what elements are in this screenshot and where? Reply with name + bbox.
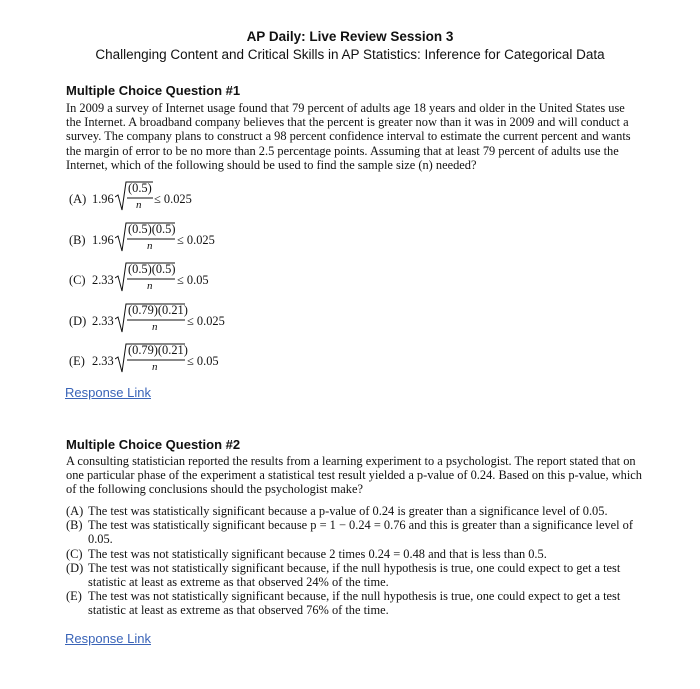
choice-letter: (A) xyxy=(66,504,84,518)
numerator: (0.5)(0.5) xyxy=(128,222,176,236)
choice-text: The test was statistically significant because p = 1 − 0.24 = 0.76 and this is greater than a significance level of 0.05. xyxy=(88,518,634,547)
page-subtitle: Challenging Content and Critical Skills in AP Statistics: Inference for Categorical Data xyxy=(95,47,605,62)
denominator: n xyxy=(136,199,142,211)
q1-choice-a xyxy=(69,180,229,220)
denominator: n xyxy=(147,240,153,252)
q2-choice-d xyxy=(66,561,646,589)
radical-sign xyxy=(115,342,187,378)
choice-letter: (A) xyxy=(69,192,87,206)
inequality: ≤ 0.05 xyxy=(177,273,209,287)
q2-response-link[interactable]: Response Link xyxy=(65,631,151,646)
q1-choice-d xyxy=(69,302,259,342)
denominator: n xyxy=(152,361,158,373)
choice-text: The test was not statistically significant because, if the null hypothesis is true, one could expect to get a test statistic at least as extreme as that observed 76% of the time. xyxy=(88,589,621,618)
choice-text: The test was not statistically significant because 2 times 0.24 = 0.48 and that is less than 0.5. xyxy=(88,546,547,561)
choice-letter: (B) xyxy=(66,518,83,533)
q2-choice-list xyxy=(66,504,646,618)
question-1-prompt: In 2009 a survey of Internet usage found that 79 percent of adults age 18 years and older in the United States use the Internet. A broadband company believes that the percent is greater now than it was in 2009 and will conduct a survey. The company plans to construct a 98 percent confidence interval to estimate the current percent and wants the margin of error to be no more than 2.5 percentage points. Assuming that at least 79 percent of adults use the Internet, which of the following should be used to find the sample size (n) needed? xyxy=(66,101,631,172)
q1-choice-b xyxy=(69,221,249,261)
q1-response-link[interactable]: Response Link xyxy=(65,385,151,400)
inequality: ≤ 0.025 xyxy=(187,314,225,328)
choice-coefficient: 1.96 xyxy=(92,192,114,206)
choice-text: The test was statistically significant because a p-value of 0.24 is greater than a significance level of 0.05. xyxy=(88,504,608,518)
numerator: (0.5)(0.5) xyxy=(128,262,176,276)
question-1-heading: Multiple Choice Question #1 xyxy=(66,83,241,98)
inequality: ≤ 0.025 xyxy=(154,192,192,206)
q2-choice-a xyxy=(66,504,646,518)
radical-sign xyxy=(115,221,177,257)
denominator: n xyxy=(147,280,153,292)
choice-text: The test was not statistically significant because, if the null hypothesis is true, one could expect to get a test statistic at least as extreme as that observed 24% of the time. xyxy=(88,560,621,590)
q2-choice-c xyxy=(66,547,646,561)
choice-letter: (E) xyxy=(66,589,82,604)
inequality: ≤ 0.025 xyxy=(177,233,215,247)
choice-coefficient: 2.33 xyxy=(92,273,114,287)
choice-coefficient: 2.33 xyxy=(92,354,114,368)
radical-sign xyxy=(115,261,177,297)
choice-letter: (C) xyxy=(69,273,86,287)
choice-coefficient: 1.96 xyxy=(92,233,114,247)
inequality: ≤ 0.05 xyxy=(187,354,219,368)
q1-choice-c xyxy=(69,261,239,301)
page-title: AP Daily: Live Review Session 3 xyxy=(246,29,454,44)
choice-letter: (D) xyxy=(69,314,87,328)
choice-letter: (D) xyxy=(66,560,84,575)
q2-choice-e xyxy=(66,589,646,617)
q2-choice-b xyxy=(66,518,646,546)
numerator: (0.79)(0.21) xyxy=(128,343,188,357)
choice-letter: (B) xyxy=(69,233,86,247)
radical-sign xyxy=(115,302,187,338)
choice-letter: (E) xyxy=(69,354,85,368)
question-2-prompt: A consulting statistician reported the results from a learning experiment to a psychologist. The report stated that on one particular phase of the experiment a statistical test result yielded a p-value of 0.24. Based on this p-value, which of the following conclusions should the psychologist make? xyxy=(66,454,642,497)
numerator: (0.5) xyxy=(128,181,152,195)
choice-coefficient: 2.33 xyxy=(92,314,114,328)
numerator: (0.79)(0.21) xyxy=(128,303,188,317)
denominator: n xyxy=(152,321,158,333)
choice-letter: (C) xyxy=(66,546,83,561)
q1-choice-e xyxy=(69,342,249,382)
question-2-heading: Multiple Choice Question #2 xyxy=(66,437,241,452)
radical-sign xyxy=(115,180,155,216)
